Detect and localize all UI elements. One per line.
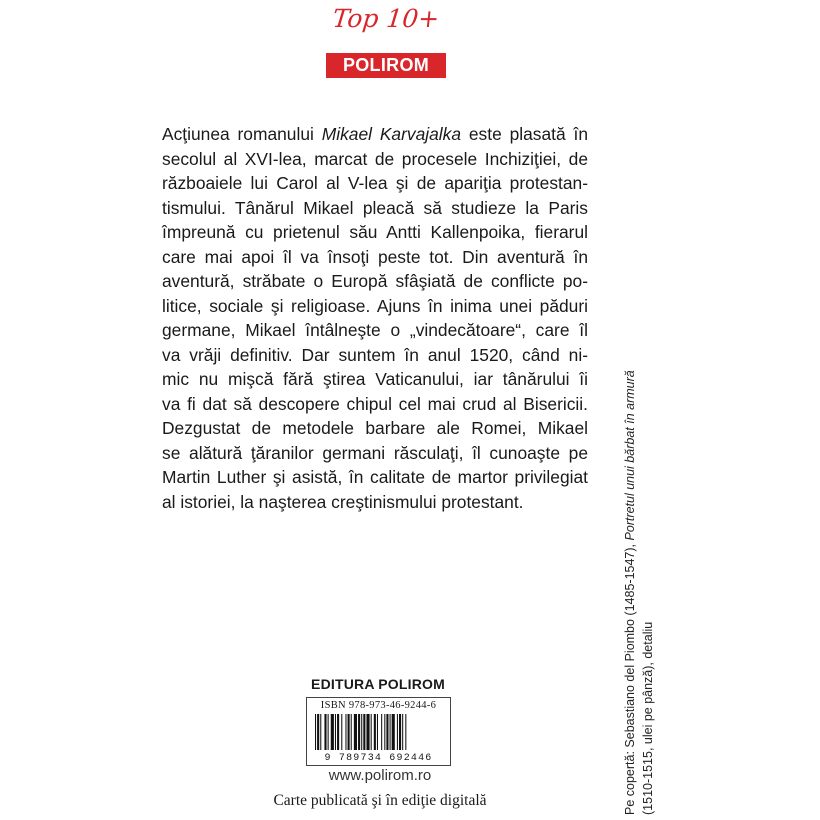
barcode-bar [324, 714, 326, 750]
credit-line-1: Pe copertă: Sebastiano del Piombo (1485-1547), Portretul unui bărbat în armură [623, 370, 637, 815]
blurb-line: se alătură ţăranilor germani răsculaţi, îl cunoaşte pe [162, 442, 588, 463]
publisher-badge: POLIROM [326, 53, 446, 78]
barcode-bar [384, 714, 385, 750]
blurb-line: litice, sociale şi religioase. Ajuns în inima unei păduri [162, 295, 588, 316]
barcode-bar [348, 714, 350, 750]
barcode-bar [363, 714, 365, 750]
barcode-bar [381, 714, 382, 750]
blurb-line: tismului. Tânărul Mikael pleacă să studieze la Paris [162, 197, 588, 218]
blurb-line: va vrăji definitiv. Dar suntem în anul 1520, când ni- [162, 344, 588, 365]
isbn-number: ISBN 978-973-46-9244-6 [320, 700, 437, 711]
credit-line-2: (1510-1515, ulei pe pânză), detaliu [641, 621, 655, 815]
barcode-bar [345, 714, 346, 750]
barcode-bar [402, 714, 403, 750]
barcode-number: 9 789734 692446 [324, 753, 433, 764]
barcode-bar [371, 714, 372, 750]
blurb-line: războaiele lui Carol al V-lea şi de apariţia protestan- [162, 173, 588, 193]
blurb-line: mic nu mişcă fără ştirea Vaticanului, iar tânărului îi [162, 369, 588, 389]
barcode-bar [358, 714, 360, 750]
publisher-name: EDITURA POLIROM [311, 676, 445, 692]
barcode-bar [335, 714, 336, 750]
barcode-bar [320, 714, 321, 750]
barcode-bar [392, 714, 395, 750]
blurb-line: aventură, străbate o Europă sfâşiată de conflicte po- [162, 271, 588, 291]
barcode-bar [405, 714, 406, 750]
back-cover-blurb [162, 122, 588, 514]
series-logo: Top 10+ [331, 4, 441, 33]
barcode-bar [328, 714, 329, 750]
digital-edition-note: Carte publicată şi în ediţie digitală [273, 792, 487, 809]
barcode-bar [397, 714, 398, 750]
blurb-line: al istoriei, la naşterea creştinismului protestant. [162, 491, 524, 512]
barcode-bars [313, 714, 445, 750]
barcode-bar [374, 714, 376, 750]
barcode-bar [351, 714, 352, 750]
barcode-bar [317, 714, 319, 750]
blurb-line: va fi dat să descopere chipul cel mai crud al Bisericii. [162, 393, 588, 414]
barcode-bar [337, 714, 339, 750]
barcode-bar [386, 714, 388, 750]
cover-art-credit [621, 295, 681, 815]
website-url: www.polirom.ro [328, 767, 432, 784]
blurb-line: Dezgustat de metodele barbare ale Romei, Mikael [162, 418, 588, 438]
blurb-line: secolul al XVI-lea, marcat de procesele Inchiziţiei, de [162, 148, 588, 169]
barcode-bar [315, 714, 316, 750]
isbn-barcode [306, 697, 451, 766]
barcode-bar [377, 714, 378, 750]
barcode-bar [399, 714, 401, 750]
blurb-line: împreună cu prietenul său Antti Kallenpoika, fierarul [162, 222, 588, 242]
barcode-bar [390, 714, 391, 750]
barcode-bar [331, 714, 334, 750]
barcode-bar [341, 714, 342, 750]
blurb-line: germane, Mikael întâlneşte o „vindecătoare“, care îl [162, 320, 588, 340]
book-title: Mikael Karvajalka [321, 124, 462, 144]
blurb-line: care mai apoi îl va însoţi peste tot. Din aventură în [162, 246, 588, 267]
barcode-bar [361, 714, 362, 750]
blurb-line: Acţiunea romanului Mikael Karvajalka este plasată în [162, 124, 589, 144]
barcode-bar [366, 714, 369, 750]
blurb-line: Martin Luther şi asistă, în calitate de martor privilegiat [162, 467, 588, 487]
barcode-bar [354, 714, 357, 750]
